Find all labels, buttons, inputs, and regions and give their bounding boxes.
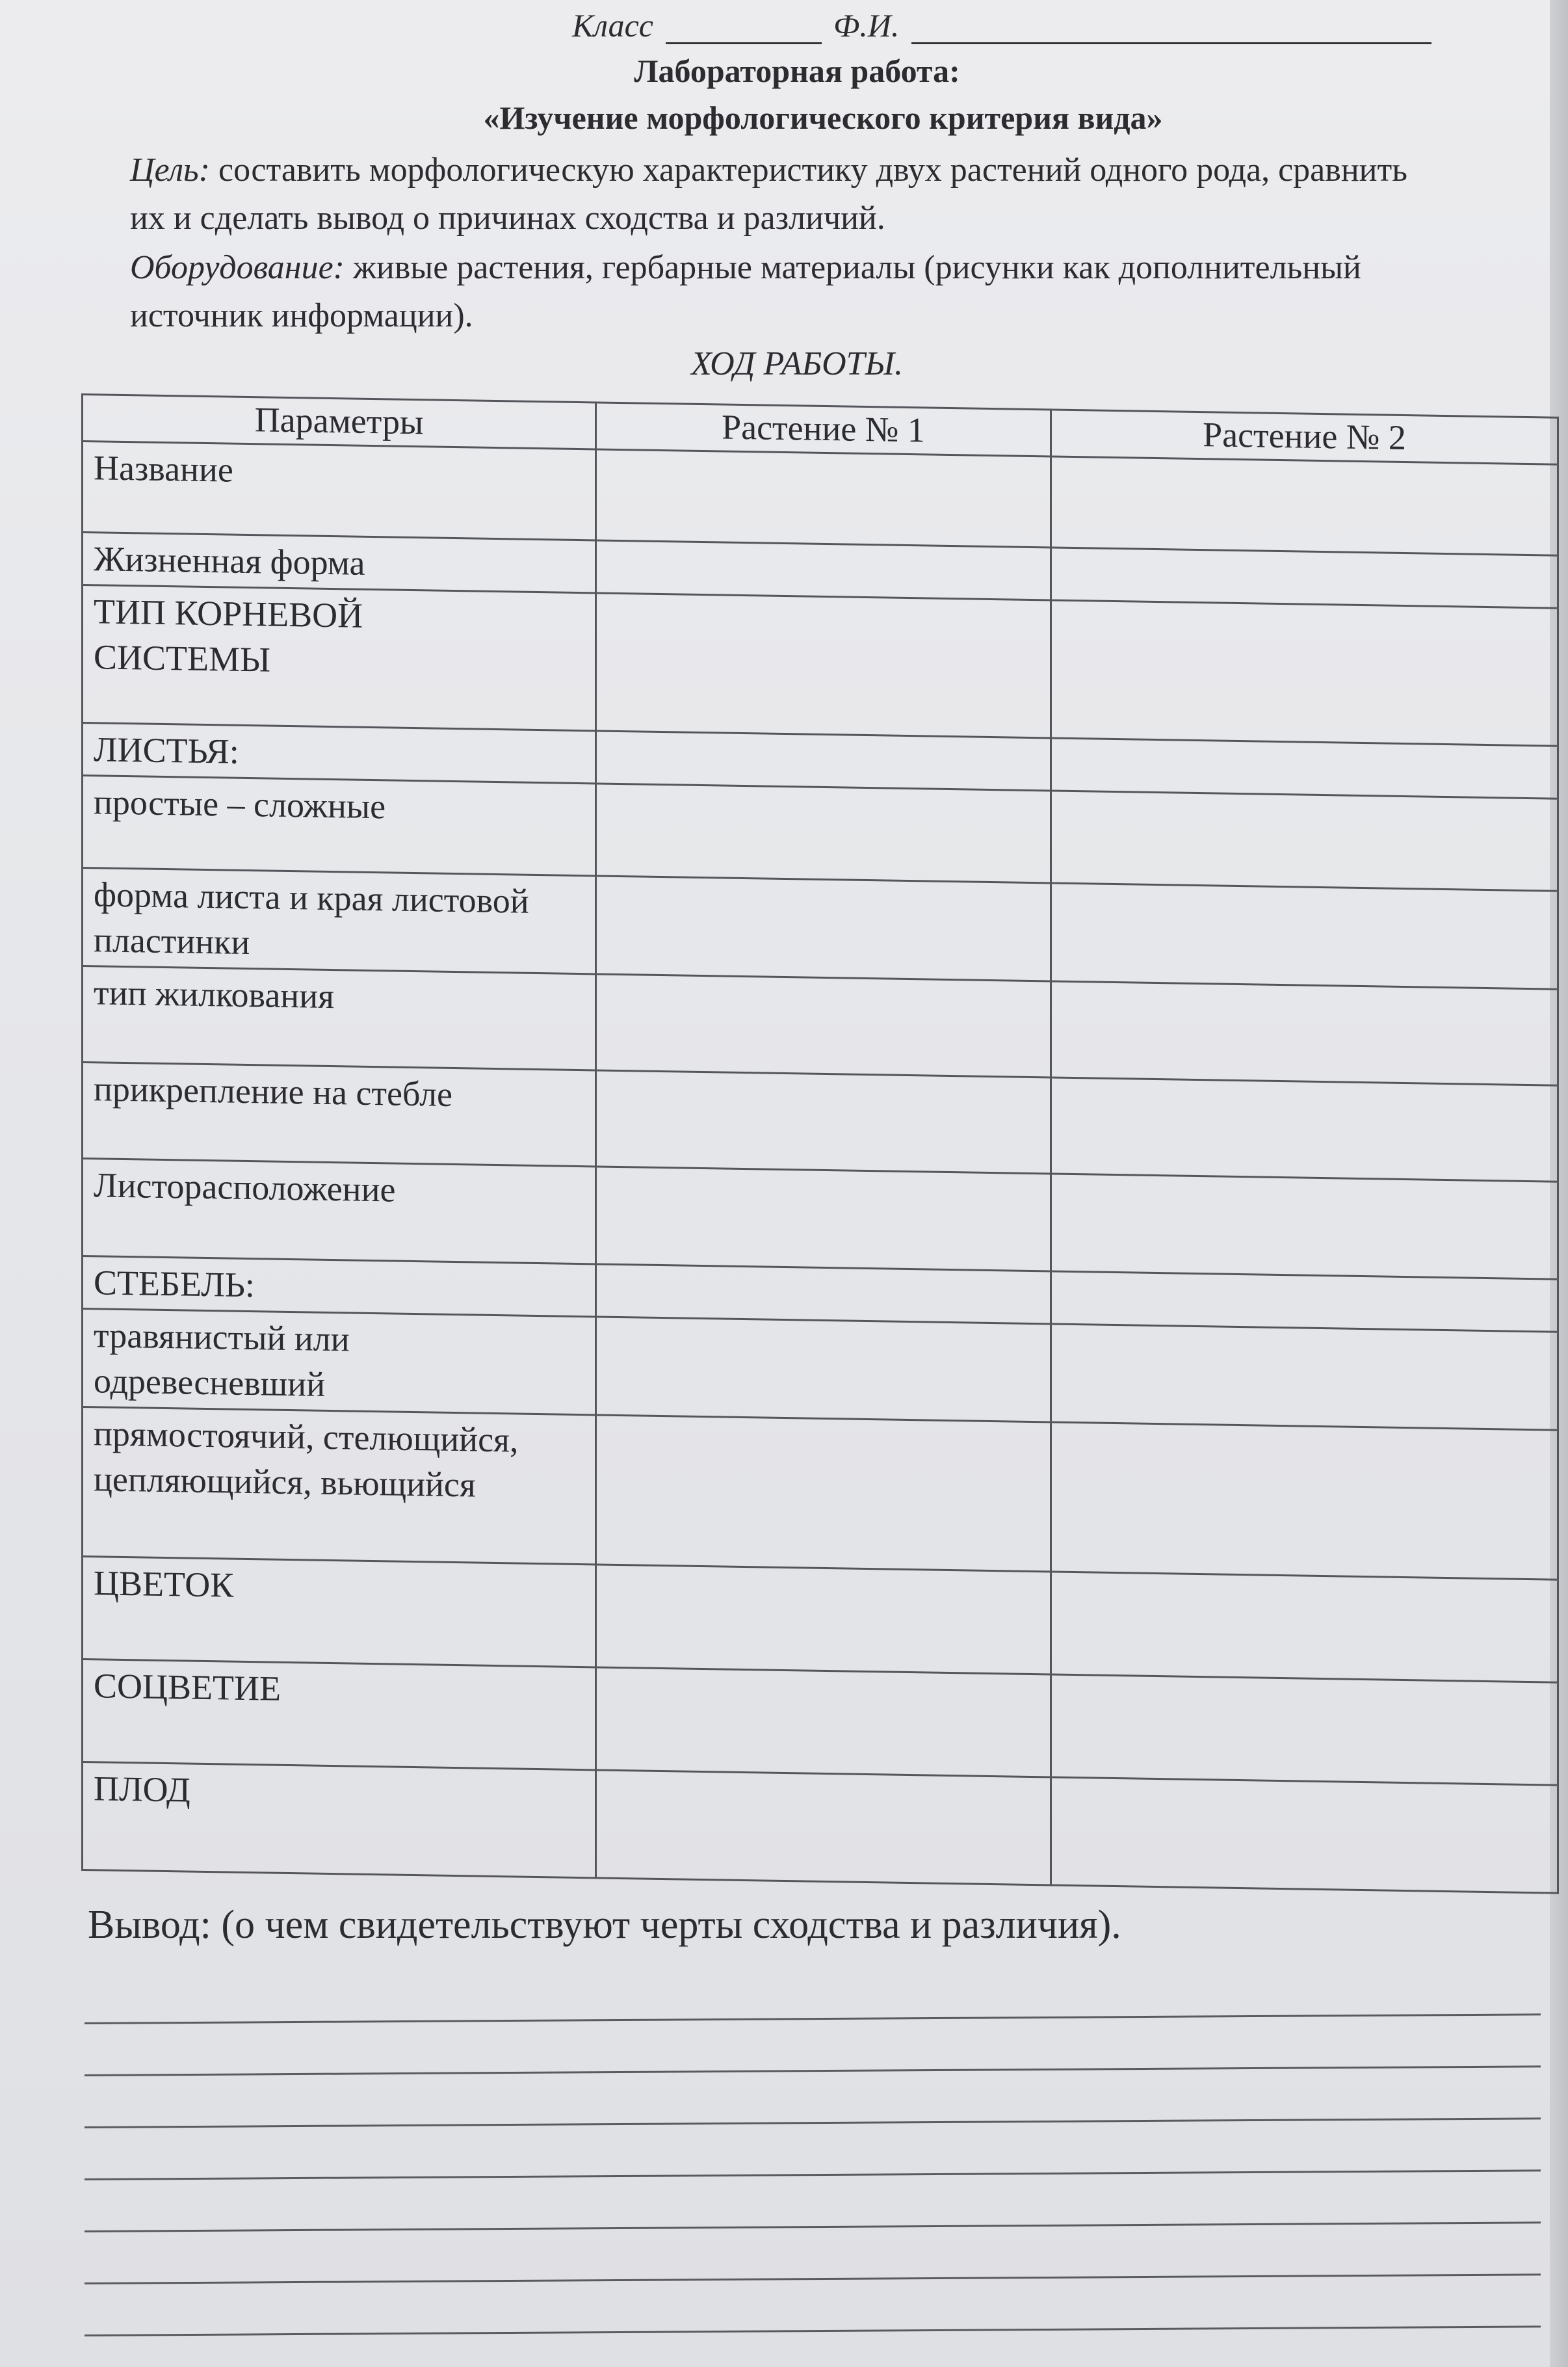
plant-2-cell[interactable] [1051,1674,1558,1785]
plant-2-cell[interactable] [1051,1572,1558,1682]
row-label: тип жилкования [83,966,596,1070]
row-label: СОЦВЕТИЕ [83,1660,596,1770]
plant-1-cell[interactable] [596,1264,1051,1324]
equipment-text: живые растения, гербарные материалы (рисунки как дополнительный источник информации). [130,249,1361,334]
plant-2-cell[interactable] [1051,1777,1558,1893]
name-blank-field[interactable] [911,10,1431,44]
plant-2-cell[interactable] [1051,1174,1558,1279]
plant-1-cell[interactable] [596,1770,1051,1885]
progress-heading: ХОД РАБОТЫ. [691,345,903,382]
table-row [83,1407,1558,1580]
equipment-paragraph [130,244,1430,340]
goal-label: Цель: [130,152,210,189]
equipment-label: Оборудование: [130,249,345,286]
header-parameters: Параметры [83,395,596,449]
plant-1-cell[interactable] [596,731,1051,791]
name-label: Ф.И. [833,7,900,44]
answer-line-1[interactable] [85,2013,1541,2024]
row-label: форма листа и края листовой пластинки [83,868,596,974]
plant-2-cell[interactable] [1051,1271,1558,1332]
plant-1-cell[interactable] [596,876,1051,981]
row-label: Название [83,442,596,540]
row-label: ЦВЕТОК [83,1557,596,1667]
plant-1-cell[interactable] [596,540,1051,600]
morphology-table-wrapper [81,393,1557,1894]
plant-1-cell[interactable] [596,784,1051,883]
plant-2-cell[interactable] [1051,1422,1558,1580]
row-label: ТИП КОРНЕВОЙ СИСТЕМЫ [83,585,596,731]
plant-1-cell[interactable] [596,593,1051,738]
plant-1-cell[interactable] [596,974,1051,1078]
header-plant-1: Растение № 1 [596,403,1051,456]
plant-2-cell[interactable] [1051,738,1558,799]
plant-1-cell[interactable] [596,1317,1051,1422]
plant-1-cell[interactable] [596,1565,1051,1674]
row-label: травянистый или одревесневший [83,1309,596,1415]
row-label: простые – сложные [83,776,596,876]
lab-subtitle: «Изучение морфологического критерия вида» [483,99,1163,136]
header-plant-2: Растение № 2 [1051,410,1558,464]
answer-line-5[interactable] [85,2221,1541,2232]
plant-1-cell[interactable] [596,1167,1051,1271]
plant-2-cell[interactable] [1051,600,1558,746]
goal-text: составить морфологическую характеристику двух растений одного рода, сравнить их и сделать вывод о причинах сходства и различий. [130,152,1407,237]
plant-1-cell[interactable] [596,449,1051,548]
table-row [83,585,1558,747]
plant-2-cell[interactable] [1051,1078,1558,1182]
row-label: СТЕБЕЛЬ: [83,1256,596,1317]
plant-2-cell[interactable] [1051,883,1558,989]
morphology-table [81,393,1559,1894]
table-row [83,1762,1558,1894]
goal-paragraph [130,146,1430,243]
answer-line-4[interactable] [85,2169,1541,2180]
answer-line-2[interactable] [85,2065,1541,2076]
class-blank-field[interactable] [666,10,822,44]
plant-2-cell[interactable] [1051,548,1558,608]
plant-1-cell[interactable] [596,1415,1051,1572]
answer-line-7[interactable] [85,2325,1541,2336]
plant-2-cell[interactable] [1051,791,1558,891]
plant-2-cell[interactable] [1051,456,1558,555]
plant-2-cell[interactable] [1051,1324,1558,1430]
answer-line-3[interactable] [85,2117,1541,2128]
plant-2-cell[interactable] [1051,981,1558,1085]
row-label: Жизненная форма [83,533,596,593]
plant-1-cell[interactable] [596,1070,1051,1174]
answer-line-6[interactable] [85,2273,1541,2284]
row-label: Листорасположение [83,1159,596,1264]
row-label: прямостоячий, стелющийся, цепляющийся, вьющийся [83,1407,596,1565]
row-label: ЛИСТЬЯ: [83,723,596,784]
conclusion-prompt: Вывод: (о чем свидетельствуют черты сходства и различия). [88,1903,1121,1947]
class-label: Класс [572,7,653,44]
lab-title: Лабораторная работа: [634,53,960,89]
row-label: ПЛОД [83,1762,596,1878]
plant-1-cell[interactable] [596,1667,1051,1777]
row-label: прикрепление на стебле [83,1063,596,1167]
